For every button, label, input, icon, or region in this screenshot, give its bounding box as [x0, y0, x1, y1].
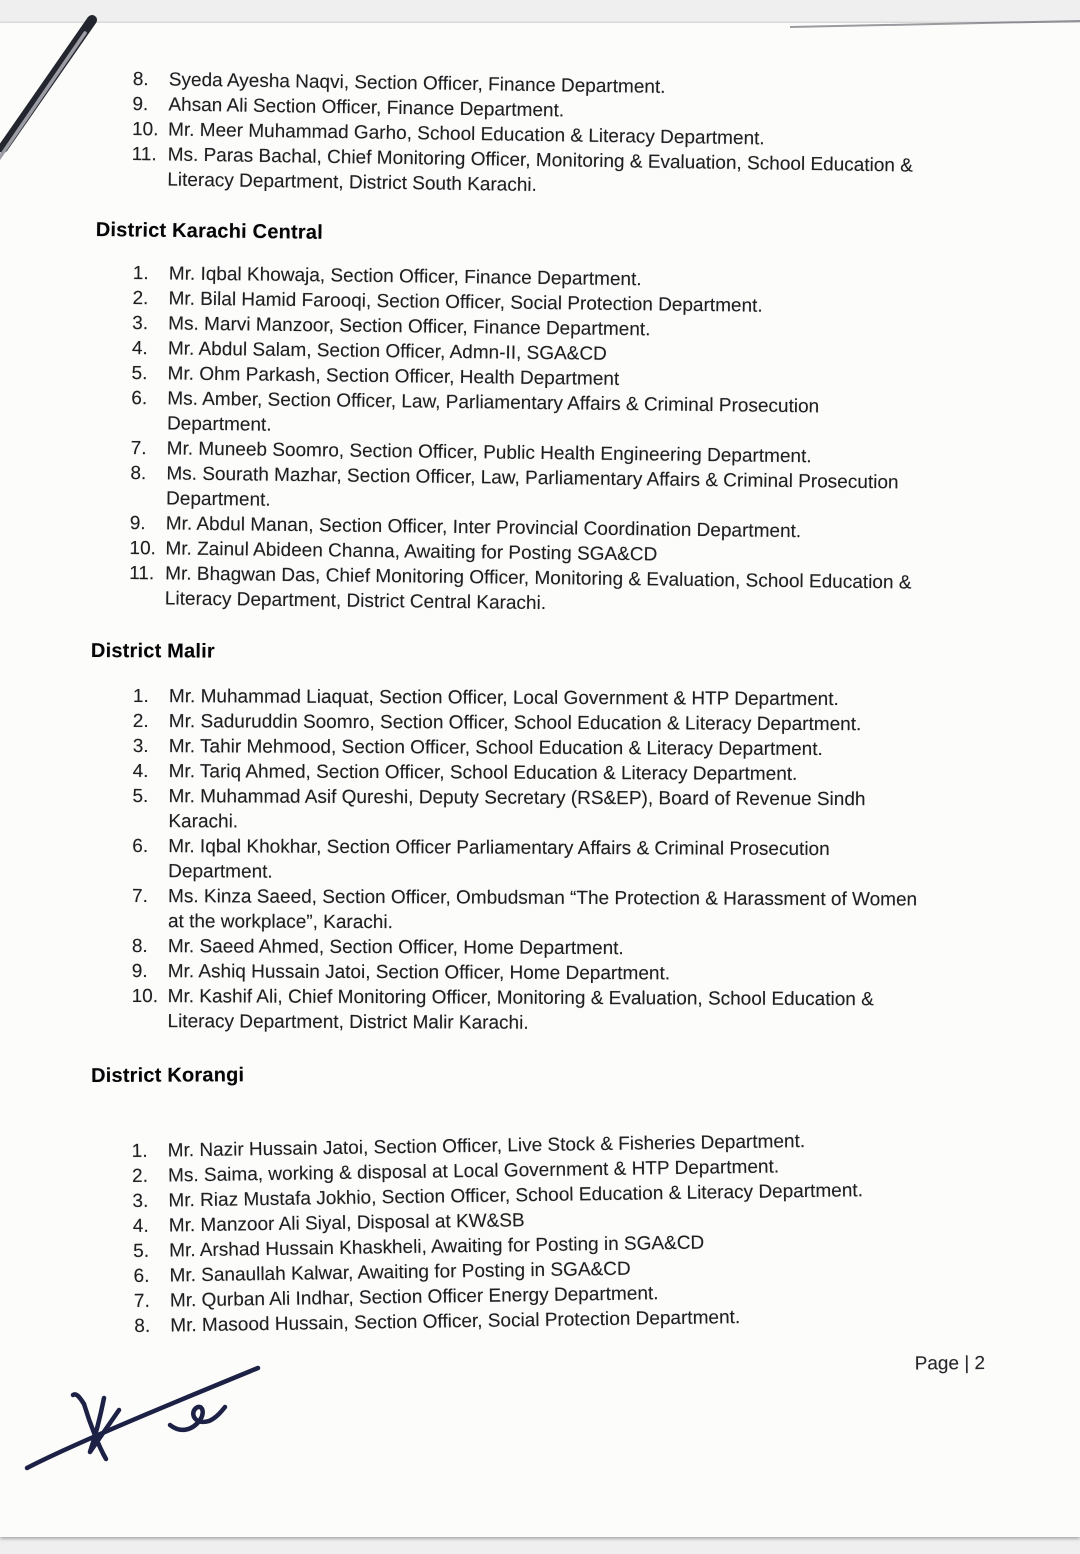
item-text: Mr. Muhammad Asif Qureshi, Deputy Secretary (RS&EP), Board of Revenue Sindh Karachi. — [168, 786, 866, 833]
item-text: Mr. Sanaullah Kalwar, Awaiting for Posting in SGA&CD — [169, 1258, 631, 1287]
item-number: 10. — [131, 985, 159, 1008]
item-text: Mr. Bilal Hamid Farooqi, Section Officer, Social Protection Department. — [168, 288, 763, 317]
item-number: 10. — [131, 118, 159, 141]
item-text: Ms. Marvi Manzoor, Section Officer, Finance Department. — [168, 313, 651, 341]
item-number: 7. — [130, 437, 147, 460]
page-number: Page | 2 — [914, 1353, 986, 1375]
item-text: Ahsan Ali Section Officer, Finance Department. — [168, 94, 565, 122]
list-karachi-central — [129, 261, 1080, 623]
item-number: 4. — [132, 1215, 149, 1238]
section-heading-korangi: District Korangi — [91, 1064, 245, 1087]
item-text: Ms. Saima, working & disposal at Local Government & HTP Department. — [167, 1156, 780, 1187]
item-text: Mr. Bhagwan Das, Chief Monitoring Officer, Monitoring & Evaluation, School Education & Literacy Department, District Central Karachi. — [164, 563, 912, 615]
item-number: 7. — [132, 885, 148, 908]
item-number: 11. — [131, 143, 157, 166]
item-number: 5. — [132, 785, 149, 808]
document-page — [0, 23, 1080, 1537]
section-heading-karachi-central: District Karachi Central — [95, 218, 324, 244]
section-heading-malir: District Malir — [90, 640, 215, 663]
item-number: 8. — [132, 68, 149, 91]
item-text: Ms. Amber, Section Officer, Law, Parliamentary Affairs & Criminal Prosecution Department. — [166, 388, 820, 436]
item-number: 4. — [131, 337, 148, 360]
page-content — [0, 23, 1080, 1376]
item-text: Mr. Zainul Abideen Channa, Awaiting for Posting SGA&CD — [165, 538, 658, 566]
item-text: Mr. Nazir Hussain Jatoi, Section Officer, Live Stock & Fisheries Department. — [167, 1131, 806, 1162]
item-text: Mr. Saduruddin Soomro, Section Officer, School Education & Literacy Department. — [168, 711, 862, 736]
item-number: 7. — [133, 1290, 150, 1312]
item-number: 2. — [132, 710, 149, 733]
item-text: Mr. Iqbal Khokhar, Section Officer Parliamentary Affairs & Criminal Prosecution Department. — [168, 836, 830, 883]
item-number: 9. — [129, 512, 146, 535]
list-item — [131, 984, 1078, 1038]
item-text: Mr. Ohm Parkash, Section Officer, Health Department — [167, 363, 620, 390]
continuation-list — [131, 67, 1080, 206]
item-number: 8. — [131, 935, 148, 958]
item-number: 1. — [132, 262, 149, 285]
item-text: Mr. Tahir Mehmood, Section Officer, School Education & Literacy Department. — [168, 736, 823, 761]
item-text: Mr. Abdul Manan, Section Officer, Inter Provincial Coordination Department. — [165, 513, 802, 543]
item-text: Ms. Kinza Saeed, Section Officer, Ombudsman “The Protection & Harassment of Women at the workplace”, Karachi. — [167, 886, 918, 934]
item-text: Mr. Riaz Mustafa Jokhio, Section Officer, School Education & Literacy Department. — [168, 1180, 864, 1212]
item-number: 8. — [130, 462, 147, 485]
item-text: Mr. Muhammad Liaquat, Section Officer, Local Government & HTP Department. — [168, 686, 839, 711]
item-number: 4. — [132, 760, 149, 783]
item-number: 10. — [129, 537, 157, 560]
item-text: Mr. Abdul Salam, Section Officer, Admn-II, SGA&CD — [167, 338, 607, 365]
item-number: 6. — [131, 387, 148, 410]
item-text: Mr. Ashiq Hussain Jatoi, Section Officer, Home Department. — [167, 961, 671, 985]
item-number: 2. — [131, 1165, 149, 1188]
list-item — [132, 834, 1079, 888]
item-number: 8. — [134, 1315, 151, 1337]
list-item — [132, 784, 1079, 838]
item-number: 11. — [129, 562, 155, 585]
item-number: 5. — [133, 1240, 150, 1262]
list-korangi — [132, 1125, 1080, 1339]
item-text: Syeda Ayesha Naqvi, Section Officer, Finance Department. — [168, 69, 666, 98]
item-text: Ms. Paras Bachal, Chief Monitoring Officer, Monitoring & Evaluation, School Education & Literacy Department, District South Karachi. — [167, 144, 914, 197]
item-text: Mr. Saeed Ahmed, Section Officer, Home Department. — [167, 936, 624, 960]
item-number: 9. — [131, 960, 148, 983]
item-text: Mr. Iqbal Khowaja, Section Officer, Finance Department. — [168, 263, 642, 291]
item-text: Mr. Tariq Ahmed, Section Officer, School Education & Literacy Department. — [168, 761, 798, 785]
item-number: 3. — [132, 735, 149, 758]
item-text: Mr. Qurban Ali Indhar, Section Officer Energy Department. — [169, 1283, 659, 1312]
item-number: 1. — [131, 1140, 148, 1163]
item-number: 5. — [131, 362, 148, 385]
list-malir — [131, 684, 1080, 1038]
item-number: 3. — [132, 1190, 149, 1213]
list-item — [129, 561, 1077, 623]
item-number: 6. — [133, 1265, 150, 1287]
item-text: Ms. Sourath Mazhar, Section Officer, Law, Parliamentary Affairs & Criminal Prosecution Department. — [165, 463, 899, 511]
item-text: Mr. Muneeb Soomro, Section Officer, Public Health Engineering Department. — [166, 438, 812, 468]
item-number: 2. — [132, 287, 149, 310]
item-number: 9. — [132, 93, 149, 116]
item-text: Mr. Manzoor Ali Siyal, Disposal at KW&SB — [168, 1210, 525, 1237]
item-number: 3. — [132, 312, 149, 335]
item-text: Mr. Masood Hussain, Section Officer, Social Protection Department. — [170, 1307, 741, 1337]
item-text: Mr. Arshad Hussain Khaskheli, Awaiting for Posting in SGA&CD — [169, 1232, 705, 1262]
item-text: Mr. Kashif Ali, Chief Monitoring Officer, Monitoring & Evaluation, School Education & Literacy Department, District Malir Karachi. — [167, 986, 874, 1034]
list-item — [132, 884, 1079, 938]
item-number: 1. — [132, 686, 149, 708]
item-text: Mr. Meer Muhammad Garho, School Education & Literacy Department. — [167, 119, 765, 150]
item-number: 6. — [132, 835, 149, 858]
